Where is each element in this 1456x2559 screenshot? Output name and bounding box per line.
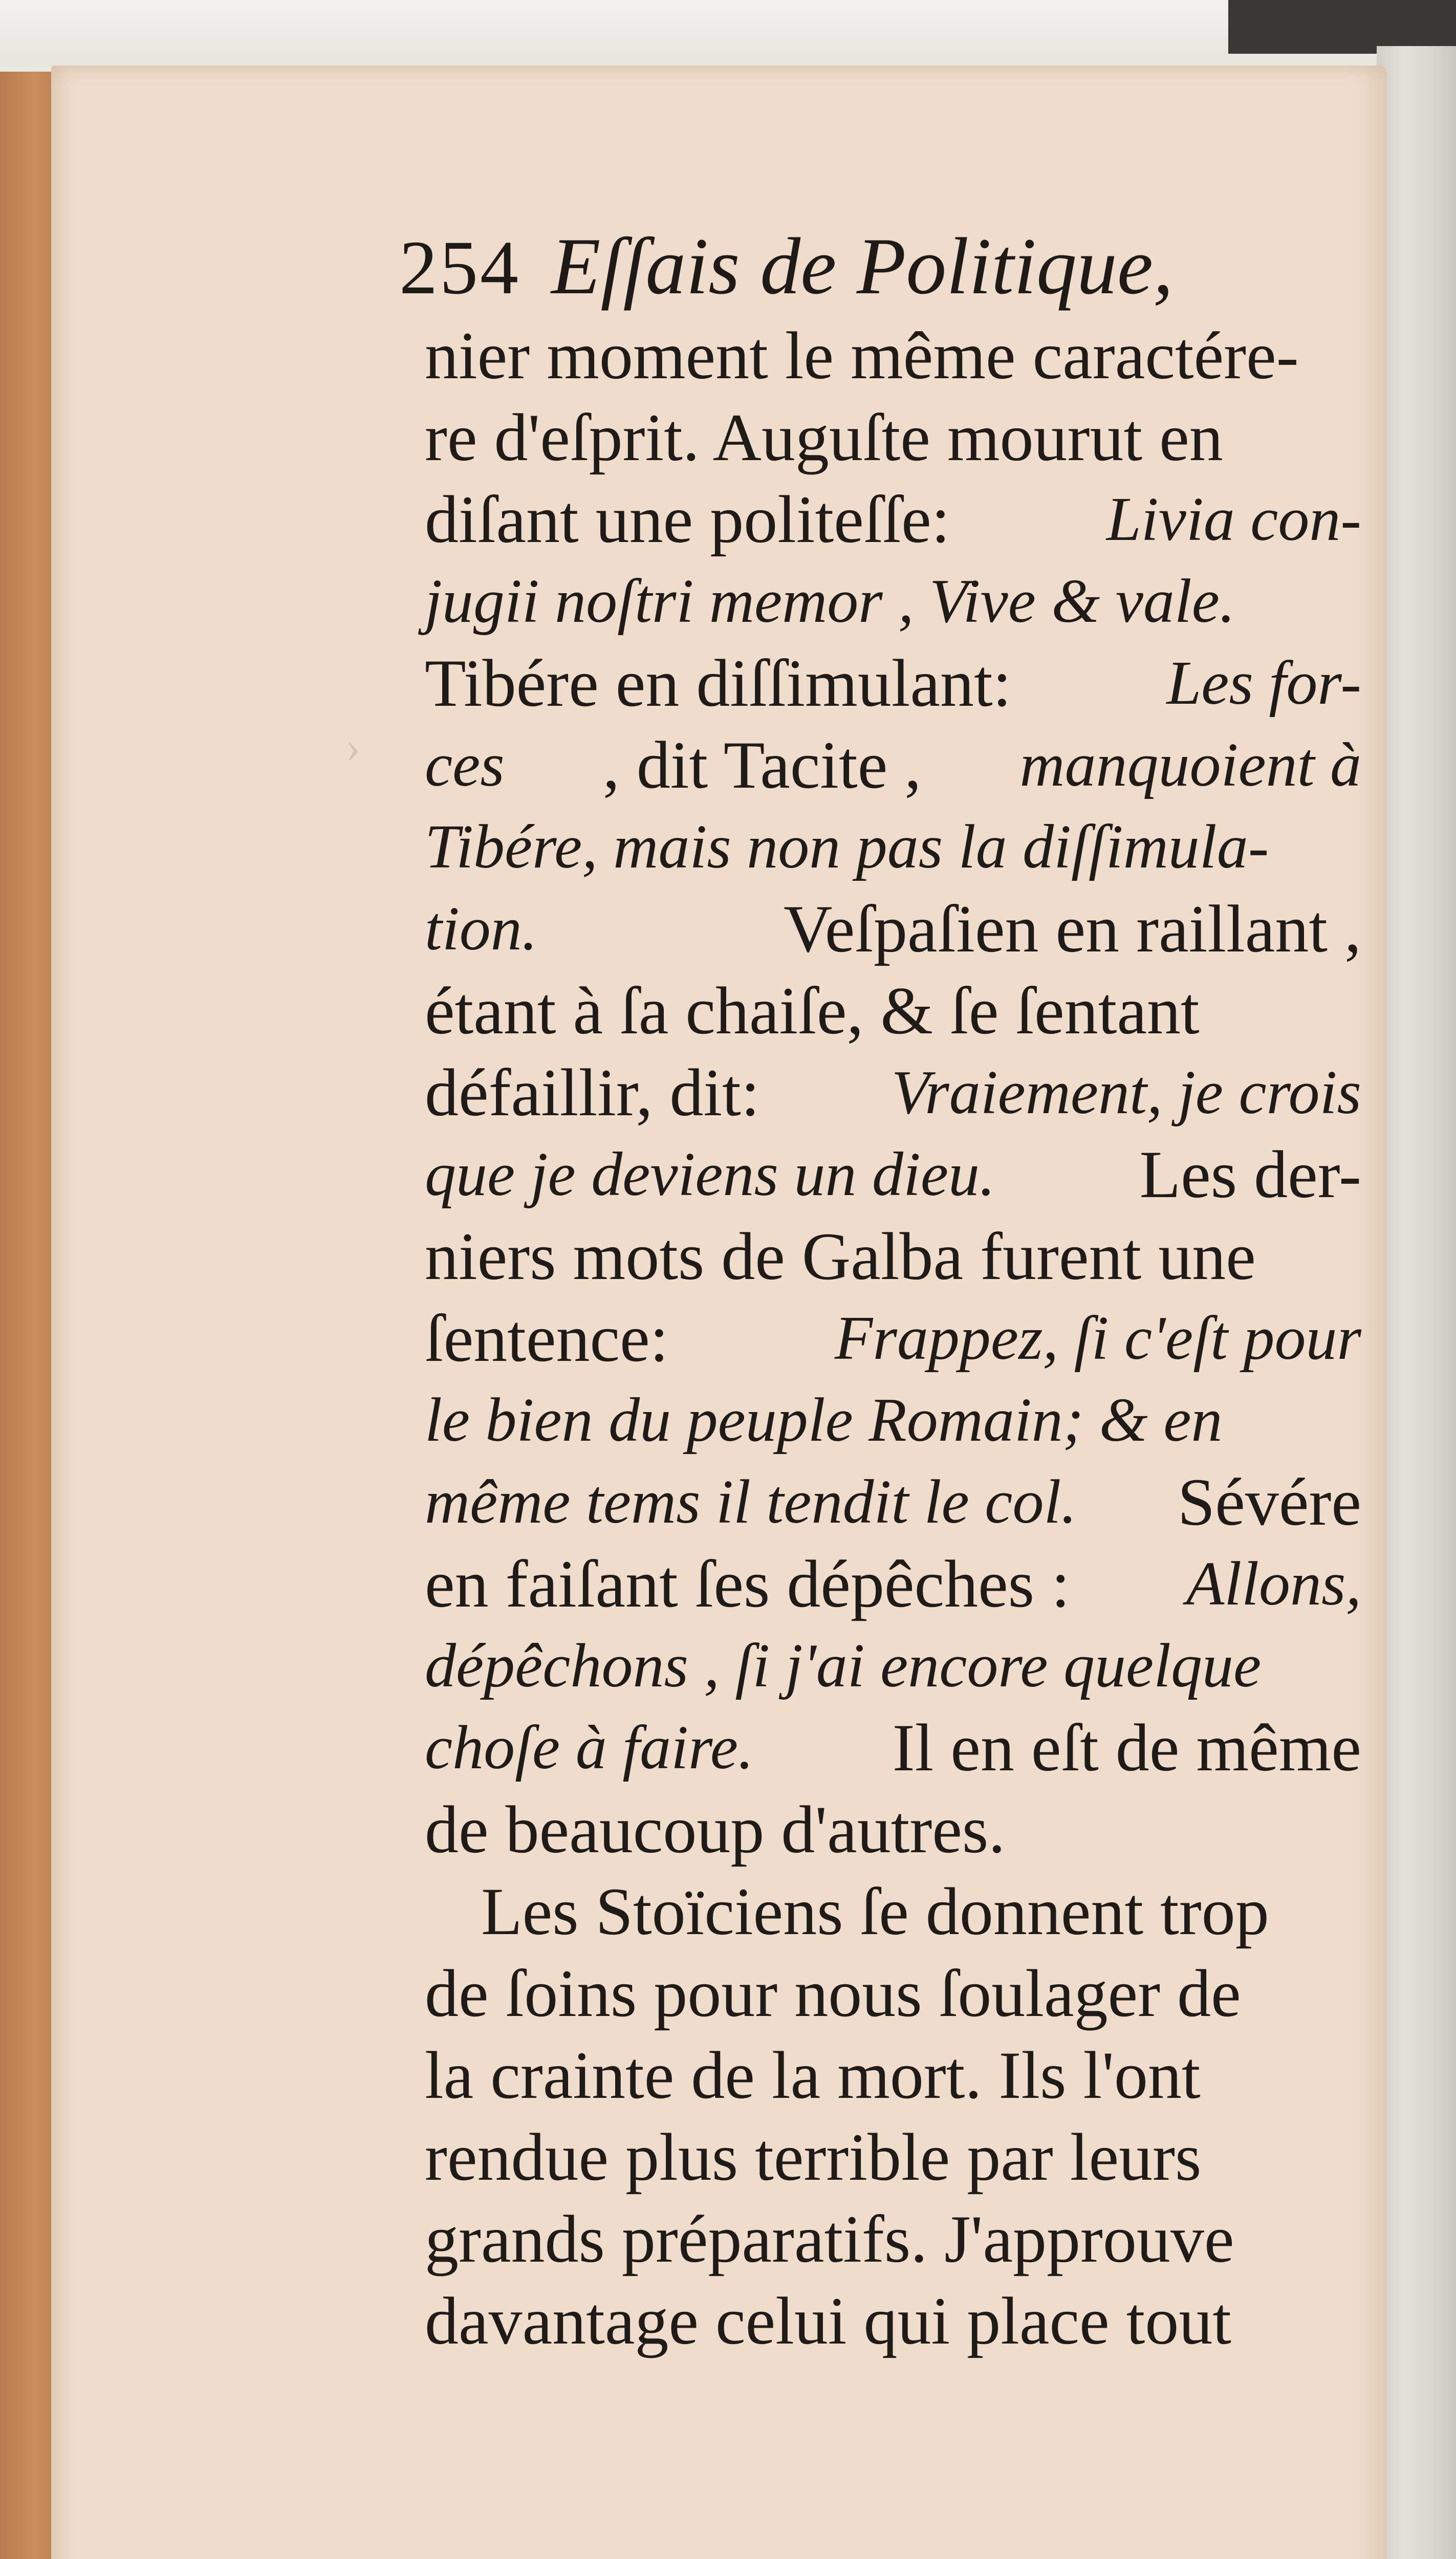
page-number: 254 (399, 225, 520, 310)
italic-text-segment: jugii noſtri memor , Vive & vale. (425, 567, 1235, 636)
text-line (425, 1052, 1361, 1134)
text-line (425, 1216, 1361, 1297)
text-line (425, 1707, 1361, 1789)
text-segment: Veſpaſien en raillant , (784, 891, 1361, 966)
text-line (425, 1379, 1361, 1461)
text-line (425, 479, 1361, 560)
faint-page-mark: › (345, 722, 361, 772)
text-segment: Tibére en diſſimulant: (425, 645, 1012, 721)
italic-text-segment: Tibére, mais non pas la diſſimula- (425, 812, 1269, 881)
italic-text-segment: choſe à faire. (425, 1713, 754, 1782)
italic-text-segment: Frappez, ſi c'eſt pour (834, 1304, 1361, 1373)
text-segment: Il en eſt de même (892, 1710, 1361, 1785)
text-line (425, 1461, 1361, 1543)
text-segment: de ſoins pour nous ſoulager de (425, 1956, 1241, 2031)
text-line (425, 1871, 1361, 1953)
text-segment: niers mots de Galba furent une (425, 1219, 1256, 1294)
text-line (425, 2280, 1361, 2362)
text-line (425, 397, 1361, 479)
text-line (425, 1543, 1361, 1625)
text-line (425, 1134, 1361, 1216)
text-line (425, 888, 1361, 970)
text-segment: ſentence: (425, 1300, 669, 1376)
text-line (425, 2198, 1361, 2280)
italic-text-segment: le bien du peuple Romain; & en (425, 1385, 1223, 1455)
text-line (425, 1625, 1361, 1707)
text-segment: grands préparatifs. J'approuve (425, 2201, 1234, 2276)
text-line (425, 642, 1361, 724)
text-line (425, 1789, 1361, 1871)
text-line (425, 1953, 1361, 2034)
body-text (425, 315, 1361, 2362)
text-segment: nier moment le même caractére- (425, 318, 1299, 393)
italic-text-segment: Allons, (1186, 1549, 1361, 1618)
italic-text-segment: même tems il tendit le col. (425, 1467, 1077, 1536)
text-line (425, 560, 1361, 642)
italic-text-segment: que je deviens un dieu. (425, 1140, 995, 1209)
running-head (399, 220, 1174, 322)
text-segment: davantage celui qui place tout (425, 2283, 1232, 2358)
italic-text-segment: Livia con- (1106, 485, 1361, 554)
text-line (425, 2034, 1361, 2116)
text-line (425, 806, 1361, 888)
text-segment: rendue plus terrible par leurs (425, 2119, 1202, 2195)
text-segment: étant à ſa chaiſe, & ſe ſentant (425, 973, 1200, 1048)
text-segment: de beaucoup d'autres. (425, 1792, 1006, 1867)
text-segment: , dit Tacite , (602, 727, 922, 803)
text-segment: Les der- (1139, 1137, 1361, 1212)
adjacent-page-edge (1377, 46, 1456, 2559)
running-title: Eſſais de Politique, (551, 222, 1174, 311)
italic-text-segment: tion. (425, 894, 538, 963)
text-line (425, 724, 1361, 806)
italic-text-segment: ces (425, 730, 505, 799)
text-segment: re d'eſprit. Auguſte mourut en (425, 400, 1223, 475)
text-segment: diſant une politeſſe: (425, 482, 950, 557)
text-line (425, 1297, 1361, 1379)
text-segment: en faiſant ſes dépêches : (425, 1546, 1070, 1621)
italic-text-segment: manquoient à (1019, 730, 1361, 799)
text-segment: Sévére (1177, 1464, 1361, 1539)
italic-text-segment: Vraiement, je crois (891, 1058, 1361, 1127)
italic-text-segment: Les for- (1166, 648, 1361, 718)
text-segment: défaillir, dit: (425, 1055, 760, 1130)
text-segment: Les Stoïciens ſe donnent trop (481, 1874, 1269, 1949)
text-line (425, 2116, 1361, 2198)
text-line (425, 315, 1361, 397)
text-segment: la crainte de la mort. Ils l'ont (425, 2037, 1201, 2113)
italic-text-segment: dépêchons , ſi j'ai encore quelque (425, 1631, 1262, 1700)
text-line (425, 970, 1361, 1052)
